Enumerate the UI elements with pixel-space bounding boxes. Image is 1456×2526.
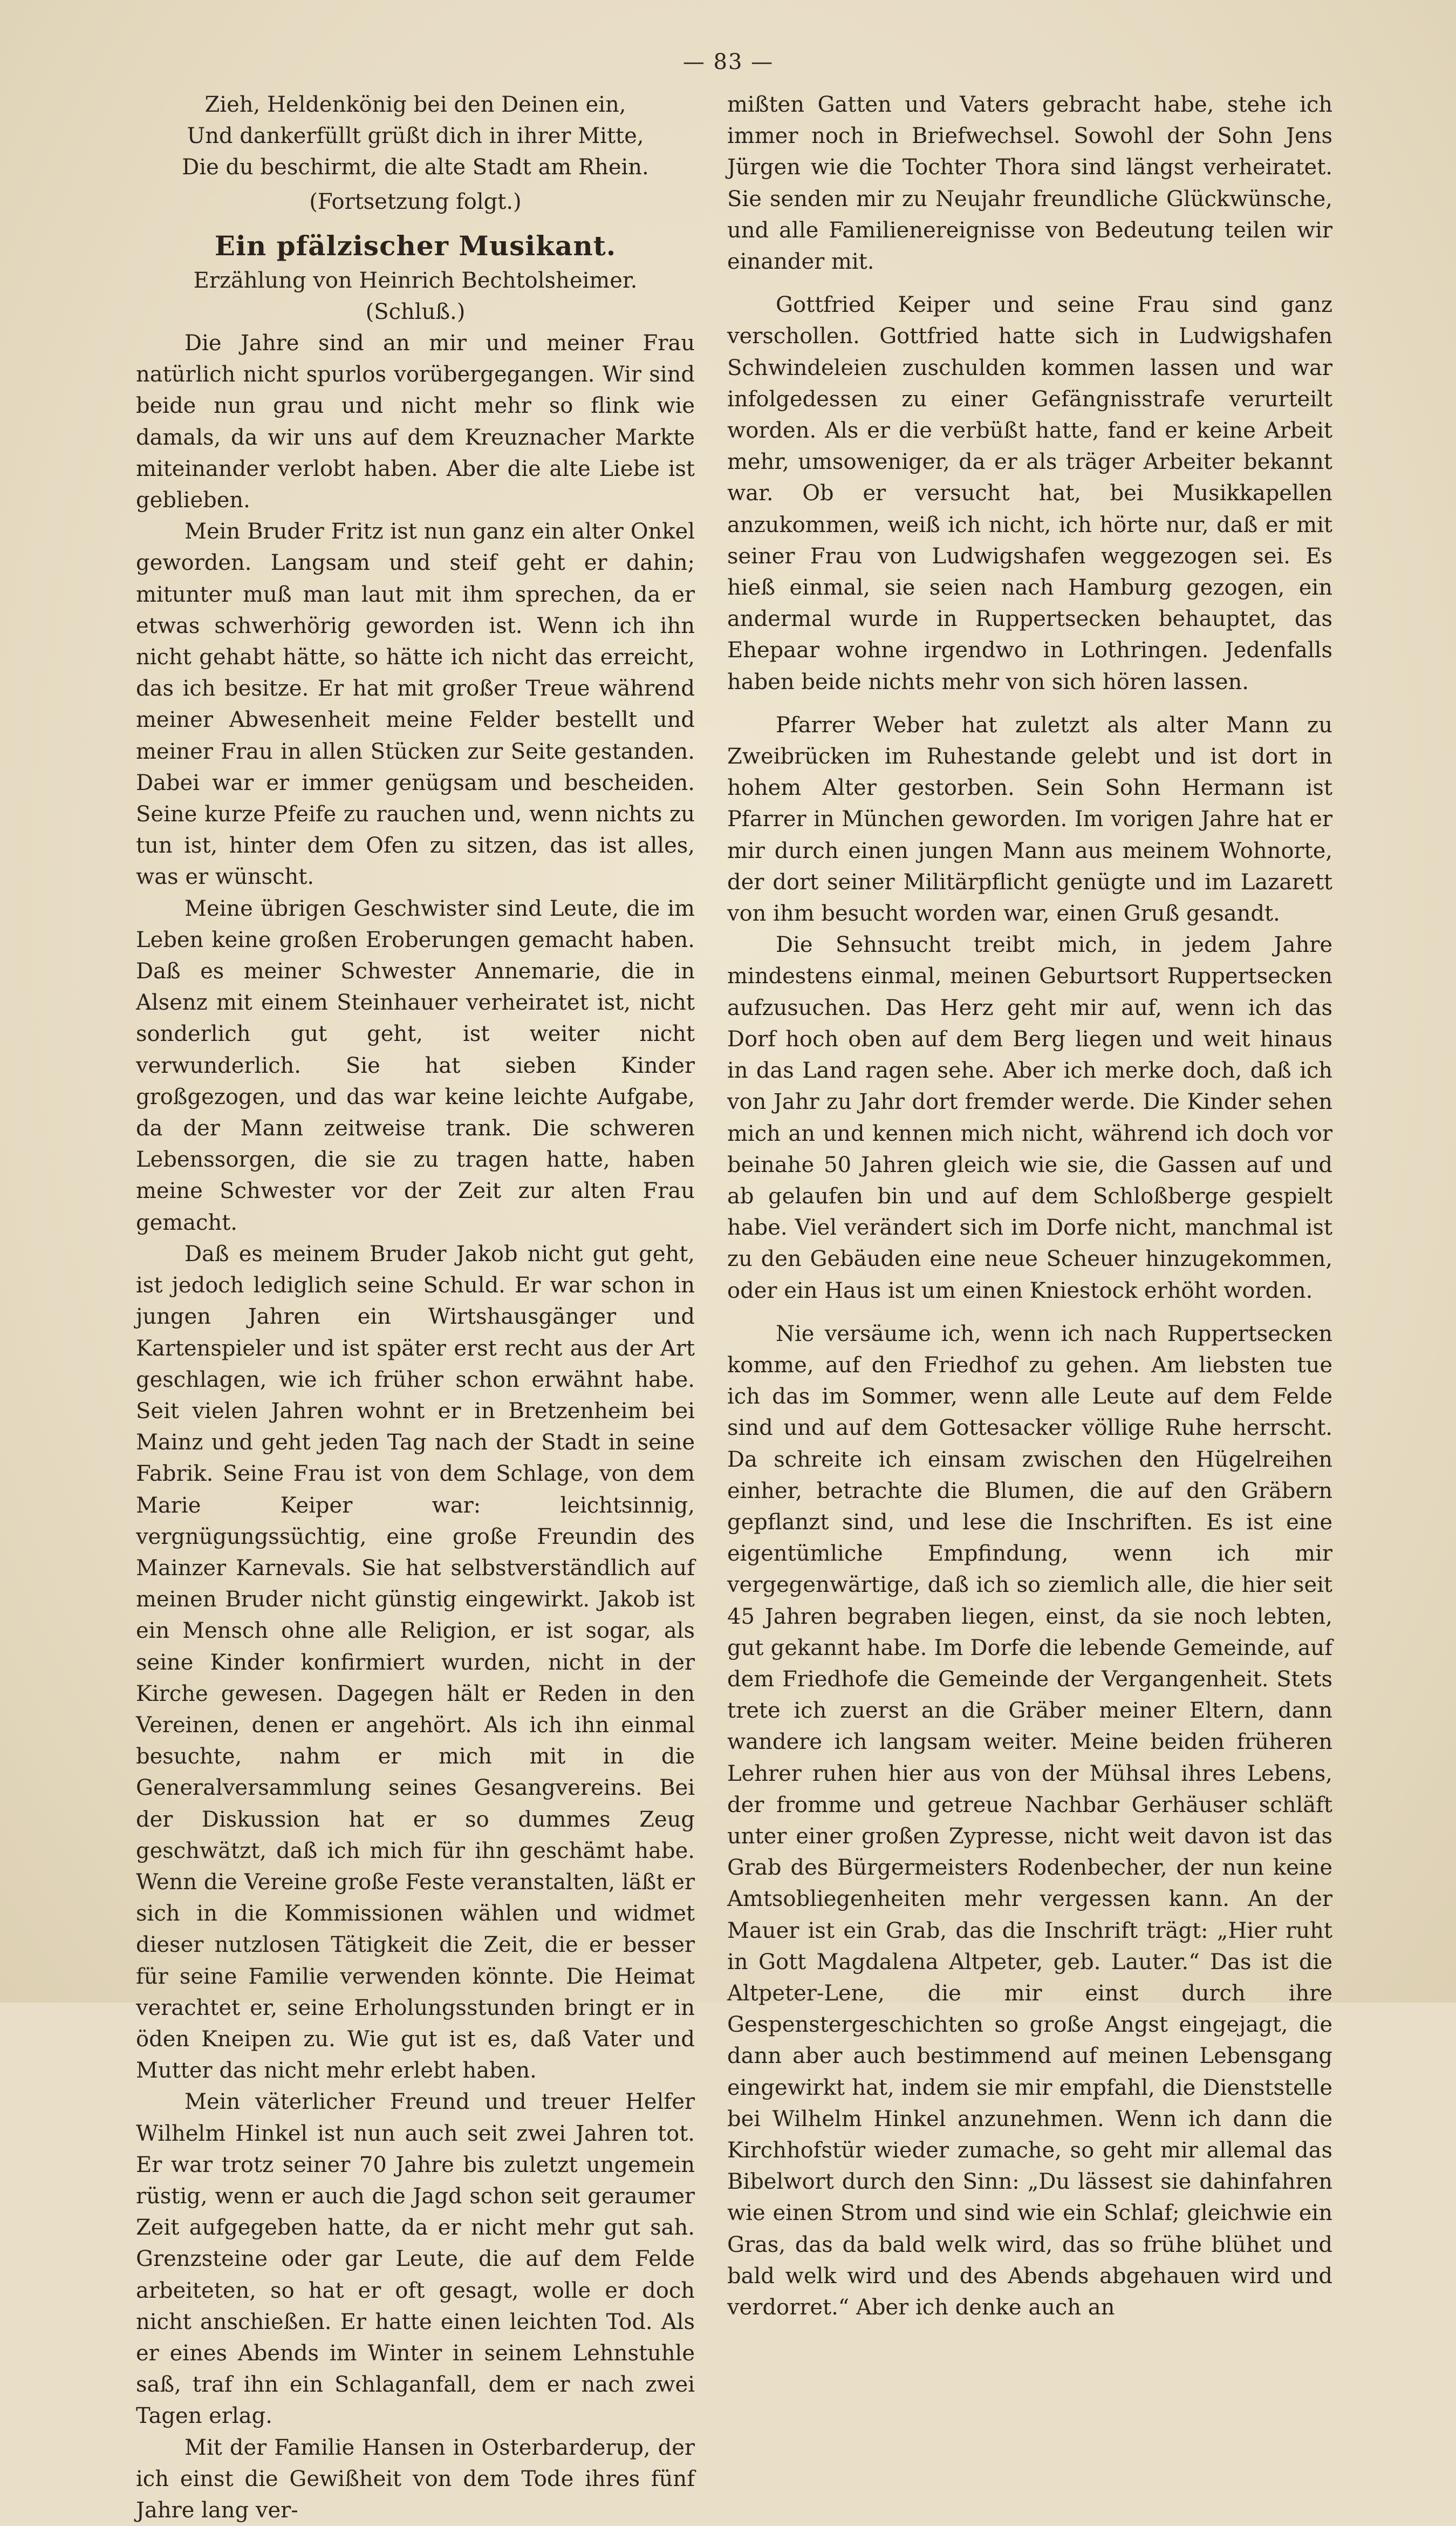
right-column — [727, 89, 1332, 2323]
paragraph: Mein Bruder Fritz ist nun ganz ein alter Onkel geworden. Langsam und steif geht er dahin; mitunter muß man laut mit ihm sprechen, da er etwas schwerhörig geworden ist. Wenn ich ihn nicht gehabt hätte, so hätte ich nicht das erreicht, das ich besitze. Er hat mit großer Treue während meiner Abwesenheit meine Felder bestellt und meiner Frau in allen Stücken zur Seite gestanden. Dabei war er immer genügsam und bescheiden. Seine kurze Pfeife zu rauchen und, wenn nichts zu tun ist, hinter dem Ofen zu sitzen, das ist alles, was er wünscht. — [136, 519, 695, 890]
paragraph: Meine übrigen Geschwister sind Leute, die im Leben keine großen Eroberungen gemacht haben. Daß es meiner Schwester Annemarie, die in Alsenz mit einem Steinhauer verheiratet ist, nicht sonderlich gut geht, ist weiter nicht verwunderlich. Sie hat sieben Kinder großgezogen, und das war keine leichte Aufgabe, da der Mann zeitweise trank. Die schweren Lebenssorgen, die sie zu tragen hatte, haben meine Schwester vor der Zeit zur alten Frau gemacht. — [136, 896, 695, 1235]
paragraph: Die Sehnsucht treibt mich, in jedem Jahre mindestens einmal, meinen Geburtsort Ruppertsecken aufzusuchen. Das Herz geht mir auf, wenn ich das Dorf hoch oben auf dem Berg liegen und weit hinaus in das Land ragen sehe. Aber ich merke doch, daß ich von Jahr zu Jahr dort fremder werde. Die Kinder sehen mich an und kennen mich nicht, während ich doch vor beinahe 50 Jahren gleich wie sie, die Gassen auf und ab gelaufen bin und auf dem Schloßberge gespielt habe. Viel verändert sich im Dorfe nicht, manchmal ist zu den Gebäuden eine neue Scheuer hinzugekommen, oder ein Haus ist um einen Kniestock erhöht worden. — [727, 932, 1332, 1303]
poem-ending — [136, 89, 695, 183]
paragraph: Die Jahre sind an mir und meiner Frau natürlich nicht spurlos vorübergegangen. Wir sind beide nun grau und nicht mehr so flink wie damals, da wir uns auf dem Kreuznacher Markte miteinander verlobt haben. Aber die alte Liebe ist geblieben. — [136, 331, 695, 513]
poem-line: Und dankerfüllt grüßt dich in ihrer Mitte, — [187, 124, 644, 148]
poem-line: Zieh, Heldenkönig bei den Deinen ein, — [204, 92, 626, 117]
paragraph: Gottfried Keiper und seine Frau sind ganz verschollen. Gottfried hatte sich in Ludwigshafen Schwindeleien zuschulden kommen lassen und war infolgedessen zu einer Gefängnisstrafe verurteilt worden. Als er die verbüßt hatte, fand er keine Arbeit mehr, umsoweniger, da er als träger Arbeiter bekannt war. Ob er versucht hat, bei Musikkapellen anzukommen, weiß ich nicht, ich hörte nur, daß er mit seiner Frau von Ludwigshafen weggezogen sei. Es hieß einmal, sie seien nach Hamburg gezogen, ein andermal wurde in Ruppertsecken behauptet, das Ehepaar wohne irgendwo in Lothringen. Jedenfalls haben beide nichts mehr von sich hören lassen. — [727, 292, 1332, 695]
page-number: — 83 — — [682, 50, 774, 74]
story-part: (Schluß.) — [365, 299, 466, 324]
paragraph: mißten Gatten und Vaters gebracht habe, stehe ich immer noch in Briefwechsel. Sowohl der Sohn Jens Jürgen wie die Tochter Thora sind längst verheiratet. Sie senden mir zu Neujahr freundliche Glückwünsche, und alle Familienereignisse von Bedeutung teilen wir einander mit. — [727, 92, 1332, 275]
left-column — [136, 89, 695, 2526]
paragraph: Pfarrer Weber hat zuletzt als alter Mann zu Zweibrücken im Ruhestande gelebt und ist dort in hohem Alter gestorben. Sein Sohn Hermann ist Pfarrer in München geworden. Im vorigen Jahre hat er mir durch einen jungen Mann aus meinem Wohnorte, der dort seiner Militärpflicht genügte und im Lazarett von ihm besucht worden war, einen Gruß gesandt. — [727, 712, 1332, 927]
paragraph: Mit der Familie Hansen in Osterbarderup, der ich einst die Gewißheit von dem Tode ihres fünf Jahre lang ver- — [136, 2435, 695, 2523]
paragraph: Nie versäume ich, wenn ich nach Ruppertsecken komme, auf den Friedhof zu gehen. Am liebsten tue ich das im Sommer, wenn alle Leute auf dem Felde sind und auf dem Gottesacker völlige Ruhe herrscht. Da schreite ich einsam zwischen den Hügelreihen einher, betrachte die Blumen, die auf den Gräbern gepflanzt sind, und lese die Inschriften. Es ist eine eigentümliche Empfindung, wenn ich mir vergegenwärtige, daß ich so ziemlich alle, die hier seit 45 Jahren begraben liegen, einst, da sie noch lebten, gut gekannt habe. Im Dorfe die lebende Gemeinde, auf dem Friedhofe die Gemeinde der Vergangenheit. Stets trete ich zuerst an die Gräber meiner Eltern, dann wandere ich langsam weiter. Meine beiden früheren Lehrer ruhen hier aus von der Mühsal ihres Lebens, der fromme und getreue Nachbar Gerhäuser schläft unter einer großen Zypresse, nicht weit davon ist das Grab des Bürgermeisters Rodenbecher, der nun keine Amtsobliegenheiten mehr vergessen kann. An der Mauer ist ein Grab, das die Inschrift trägt: „Hier ruht in Gott Magdalena Altpeter, geb. Lauter.“ Das ist die Altpeter-Lene, die mir einst durch ihre Gespenstergeschichten so große Angst eingejagt, die dann aber auch bestimmend auf meinen Lebensgang eingewirkt hat, indem sie mir empfahl, die Dienststelle bei Wilhelm Hinkel anzunehmen. Wenn ich dann die Kirchhofstür wieder zumache, so geht mir allemal das Bibelwort durch den Sinn: „Du lässest sie dahinfahren wie einen Strom und sind wie ein Schlaf; gleichwie ein Gras, das da bald welk wird, das so frühe blühet und bald welk wird und des Abends abgehauen wird und verdorret.“ Aber ich denke auch an — [727, 1321, 1332, 2320]
poem-line: Die du beschirmt, die alte Stadt am Rhein. — [182, 155, 649, 180]
story-title: Ein pfälzischer Musikant. — [214, 230, 617, 262]
paragraph: Daß es meinem Bruder Jakob nicht gut geht, ist jedoch lediglich seine Schuld. Er war schon in jungen Jahren ein Wirtshausgänger und Kartenspieler und ist später erst recht aus der Art geschlagen, wie ich früher schon erwähnt habe. Seit vielen Jahren wohnt er in Bretzenheim bei Mainz und geht jeden Tag nach der Stadt in seine Fabrik. Seine Frau ist von dem Schlage, von dem Marie Keiper war: leichtsinnig, vergnügungssüchtig, eine große Freundin des Mainzer Karnevals. Sie hat selbstverständlich auf meinen Bruder nicht günstig eingewirkt. Jakob ist ein Mensch ohne alle Religion, er ist sogar, als seine Kinder konfirmiert wurden, nicht in der Kirche gewesen. Dagegen hält er Reden in den Vereinen, denen er angehört. Als ich ihn einmal besuchte, nahm er mich mit in die Generalversammlung seines Gesangvereins. Bei der Diskussion hat er so dummes Zeug geschwätzt, daß ich mich für ihn geschämt habe. Wenn die Vereine große Feste veranstalten, läßt er sich in die Kommissionen wählen und widmet dieser nutzlosen Tätigkeit die Zeit, die er besser für seine Familie verwenden könnte. Die Heimat verachtet er, seine Erholungsstunden bringt er in öden Kneipen zu. Wie gut ist es, daß Vater und Mutter das nicht mehr erlebt haben. — [136, 1241, 695, 2084]
paragraph: Mein väterlicher Freund und treuer Helfer Wilhelm Hinkel ist nun auch seit zwei Jahren tot. Er war trotz seiner 70 Jahre bis zuletzt ungemein rüstig, wenn er auch die Jagd schon seit geraumer Zeit aufgegeben hatte, da er nicht mehr gut sah. Grenzsteine oder gar Leute, die auf dem Felde arbeiteten, so hat er oft gesagt, wolle er doch nicht anschießen. Er hatte einen leichten Tod. Als er eines Abends im Winter in seinem Lehnstuhle saß, traf ihn ein Schlaganfall, dem er nach zwei Tagen erlag. — [136, 2089, 695, 2429]
continuation-note: (Fortsetzung folgt.) — [309, 189, 522, 214]
story-author: Erzählung von Heinrich Bechtolsheimer. — [193, 268, 638, 293]
